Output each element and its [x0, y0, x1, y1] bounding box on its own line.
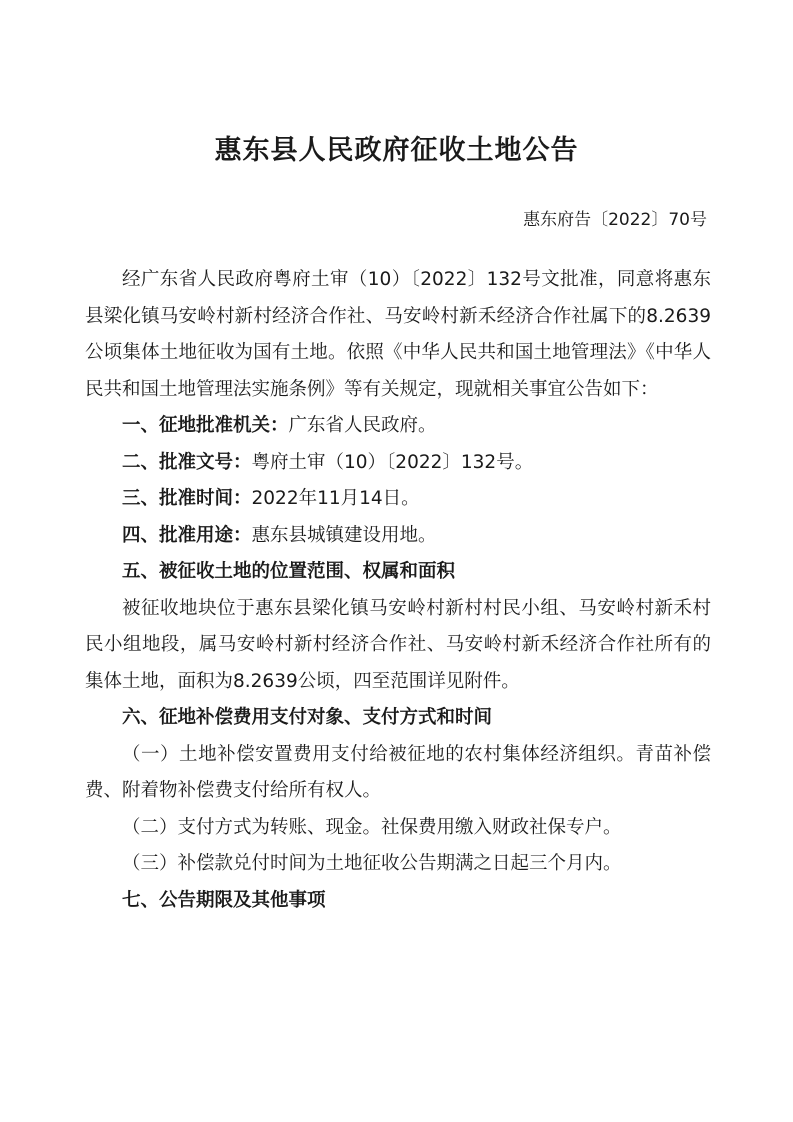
section6-sub1: （一）土地补偿安置费用支付给被征地的农村集体经济组织。青苗补偿费、附着物补偿费支付给所有权人。 [85, 743, 711, 801]
item-approval-number [85, 445, 711, 482]
item-label: 一、征地批准机关： [122, 415, 289, 436]
item-label: 四、批准用途： [122, 524, 252, 546]
item-label: 二、批准文号： [122, 451, 252, 473]
section6-sub2: （二）支付方式为转账、现金。社保费用缴入财政社保专户。 [122, 816, 622, 838]
item-label: 三、批准时间： [122, 488, 252, 509]
item-approval-purpose [85, 518, 711, 555]
item-value: 粤府土审（10）〔2022〕132号。 [251, 451, 534, 473]
section6-sub3: （三）补偿款兑付时间为土地征收公告期满之日起三个月内。 [122, 853, 622, 874]
item-approval-date [85, 481, 711, 518]
item-value: 惠东县城镇建设用地。 [251, 524, 437, 546]
section5-text: 被征收地块位于惠东县梁化镇马安岭村新村村民小组、马安岭村新禾村民小组地段，属马安岭村新村经济合作社、马安岭村新禾经济合作社所有的集体土地，面积为8.2639公顷，四至范围详见附件。 [85, 597, 711, 692]
document-number: 惠东府告〔2022〕70号 [523, 210, 707, 230]
section6-heading: 六、征地补偿费用支付对象、支付方式和时间 [122, 707, 493, 728]
document-body [85, 262, 711, 919]
section7-heading: 七、公告期限及其他事项 [122, 889, 326, 911]
section5-heading: 五、被征收土地的位置范围、权属和面积 [122, 561, 456, 582]
item-value: 广东省人民政府。 [288, 415, 437, 436]
page-title: 惠东县人民政府征收土地公告 [214, 135, 579, 166]
intro-paragraph: 经广东省人民政府粤府土审（10）〔2022〕132号文批准，同意将惠东县梁化镇马安岭村新村经济合作社、马安岭村新禾经济合作社属下的8.2639公顷集体土地征收为国有土地。依照《中华人民共和国土地管理法》《中华人民共和国土地管理法实施条例》等有关规定，现就相关事宜公告如下： [85, 269, 711, 400]
item-approval-authority [85, 408, 711, 445]
item-value: 2022年11月14日。 [251, 488, 420, 509]
